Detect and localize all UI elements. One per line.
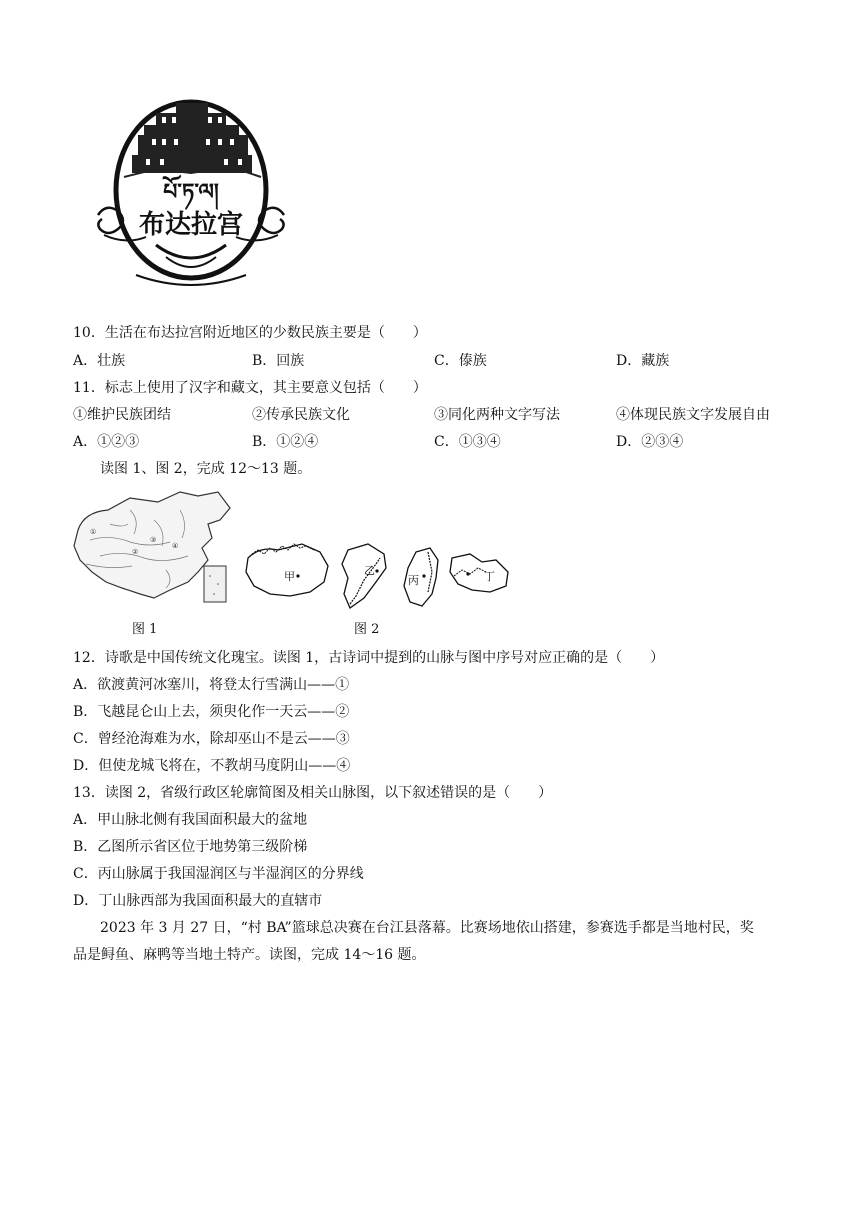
q11-option-a: A．①②③ — [73, 434, 140, 450]
q11-option-c: C．①③④ — [434, 434, 501, 450]
q11-statement-2: ②传承民族文化 — [252, 407, 350, 423]
label-ding: 丁 — [484, 570, 495, 583]
q13-option-c: C．丙山脉属于我国湿润区与半湿润区的分界线 — [73, 866, 364, 882]
figure-1-caption: 图 1 — [132, 622, 158, 637]
map-marker-2: ② — [132, 548, 139, 556]
map-marker-3: ③ — [150, 536, 157, 544]
question-10-stem: 10．生活在布达拉宫附近地区的少数民族主要是（ ） — [73, 325, 427, 341]
map-marker-4: ④ — [172, 542, 179, 550]
q10-option-c: C．傣族 — [434, 353, 487, 369]
question-11-stem: 11．标志上使用了汉字和藏文，其主要意义包括（ ） — [73, 380, 427, 396]
q12-option-c: C．曾经沧海难为水，除却巫山不是云——③ — [73, 731, 350, 747]
question-12-stem: 12．诗歌是中国传统文化瑰宝。读图 1，古诗词中提到的山脉与图中序号对应正确的是（ ） — [73, 650, 665, 666]
label-jia: 甲 — [284, 570, 295, 583]
q10-option-d: D．藏族 — [616, 353, 670, 369]
q11-statement-1: ①维护民族团结 — [73, 407, 171, 423]
figure-1-china-map — [70, 490, 240, 610]
q13-option-b: B．乙图所示省区位于地势第三级阶梯 — [73, 839, 308, 855]
q13-option-a: A．甲山脉北侧有我国面积最大的盆地 — [73, 812, 308, 828]
figure-2-caption: 图 2 — [354, 622, 380, 637]
q11-option-b: B．①②④ — [252, 434, 319, 450]
label-bing: 丙 — [408, 574, 419, 587]
intro-14-16-line-2: 品是鲟鱼、麻鸭等当地土特产。读图，完成 14～16 题。 — [73, 947, 426, 963]
map-marker-1: ① — [90, 528, 97, 536]
intro-12-13: 读图 1、图 2，完成 12～13 题。 — [100, 461, 312, 477]
label-yi: 乙 — [364, 564, 375, 577]
figure-2-province-outlines — [244, 538, 524, 618]
q11-statement-3: ③同化两种文字写法 — [434, 407, 560, 423]
q11-option-d: D．②③④ — [616, 434, 684, 450]
q10-option-b: B．回族 — [252, 353, 305, 369]
tibetan-text: པོ་ཏ་ལ། — [163, 180, 219, 205]
question-13-stem: 13．读图 2，省级行政区轮廓简图及相关山脉图，以下叙述错误的是（ ） — [73, 785, 553, 801]
chinese-title: 布达拉宫 — [138, 210, 244, 240]
potala-palace-logo — [96, 95, 286, 295]
q12-option-d: D．但使龙城飞将在，不教胡马度阴山——④ — [73, 758, 351, 774]
q13-option-d: D．丁山脉西部为我国面积最大的直辖市 — [73, 893, 323, 909]
q10-option-a: A．壮族 — [73, 353, 126, 369]
q12-option-a: A．欲渡黄河冰塞川，将登太行雪满山——① — [73, 677, 350, 693]
q11-statement-4: ④体现民族文字发展自由 — [616, 407, 770, 423]
intro-14-16-line-1: 2023 年 3 月 27 日，“村 BA”篮球总决赛在台江县落幕。比赛场地依山搭建，参赛选手都是当地村民，奖 — [100, 920, 754, 936]
q12-option-b: B．飞越昆仑山上去，须臾化作一天云——② — [73, 704, 350, 720]
